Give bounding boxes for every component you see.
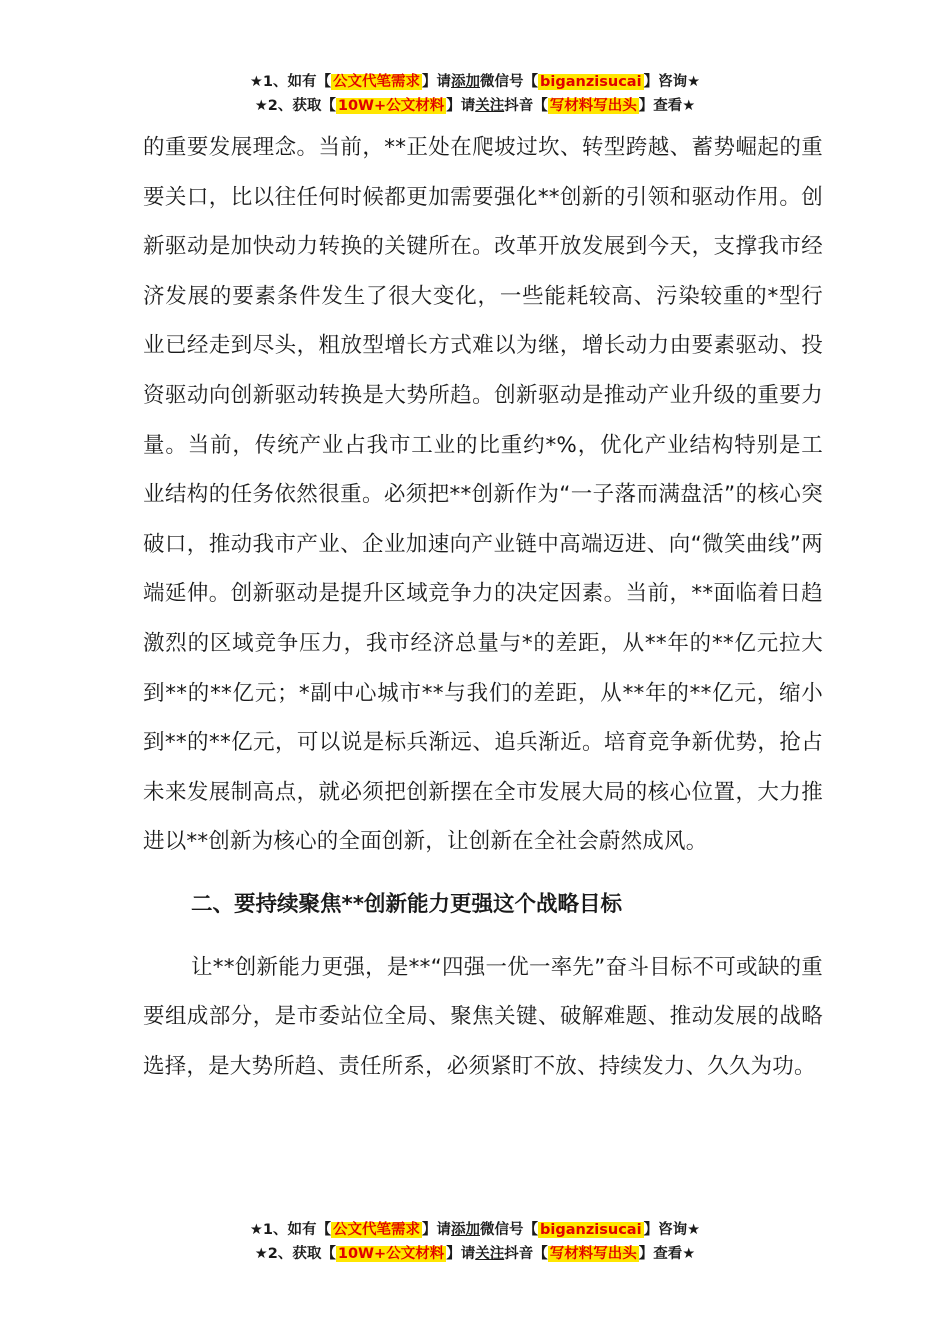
banner-line-2	[0, 1242, 950, 1266]
banner-line-1	[0, 70, 950, 94]
banner-highlight: 10W+公文材料	[337, 98, 445, 114]
banner-text: 】请	[422, 1222, 452, 1238]
bottom-banner	[0, 1218, 950, 1266]
banner-underline: 添加	[451, 1222, 481, 1238]
banner-text: 微信号【	[480, 1222, 539, 1238]
banner-text: ★1、如有【	[249, 74, 332, 90]
banner-text: 微信号【	[480, 74, 539, 90]
banner-line-1	[0, 1218, 950, 1242]
banner-text: 】咨询★	[643, 74, 701, 90]
banner-line-2	[0, 94, 950, 118]
banner-text: 】请	[446, 98, 476, 114]
banner-text: ★2、获取【	[254, 98, 336, 114]
section-heading: 二、要持续聚焦**创新能力更强这个战略目标	[191, 891, 622, 917]
banner-text: 抖音【	[504, 1246, 548, 1262]
banner-highlight-douyin: 写材料写出头	[549, 1246, 637, 1262]
banner-highlight: 10W+公文材料	[337, 1246, 445, 1262]
body-paragraph: 的重要发展理念。当前，**正处在爬坡过坎、转型跨越、蓄势崛起的重要关口，比以往任何时候都更加需要强化**创新的引领和驱动作用。创新驱动是加快动力转换的关键所在。改革开放发展到今天，支撑我市经济发展的要素条件发生了很大变化，一些能耗较高、污染较重的*型行业已经走到尽头，粗放型增长方式难以为继，增长动力由要素驱动、投资驱动向创新驱动转换是大势所趋。创新驱动是推动产业升级的重要力量。当前，传统产业占我市工业的比重约*%，优化产业结构特别是工业结构的任务依然很重。必须把**创新作为“一子落而满盘活”的核心突破口，推动我市产业、企业加速向产业链中高端迈进、向“微笑曲线”两端延伸。创新驱动是提升区域竞争力的决定因素。当前，**面临着日趋激烈的区域竞争压力，我市经济总量与*的差距，从**年的**亿元拉大到**的**亿元；*副中心城市**与我们的差距，从**年的**亿元，缩小到**的**亿元，可以说是标兵渐远、追兵渐近。培育竞争新优势，抢占未来发展制高点，就必须把创新摆在全市发展大局的核心位置，大力推进以**创新为核心的全面创新，让创新在全社会蔚然成风。	[143, 135, 823, 855]
banner-underline: 关注	[475, 1246, 505, 1262]
banner-text: ★2、获取【	[254, 1246, 336, 1262]
banner-text: 】请	[446, 1246, 476, 1262]
banner-underline: 添加	[451, 74, 481, 90]
banner-text: 】咨询★	[643, 1222, 701, 1238]
banner-text: 】查看★	[638, 1246, 696, 1262]
banner-text: ★1、如有【	[249, 1222, 332, 1238]
banner-text: 】查看★	[638, 98, 696, 114]
banner-highlight-douyin: 写材料写出头	[549, 98, 637, 114]
body-paragraph: 让**创新能力更强，是**“四强一优一率先”奋斗目标不可或缺的重要组成部分，是市委站位全局、聚焦关键、破解难题、推动发展的战略选择，是大势所趋、责任所系，必须紧盯不放、持续发力、久久为功。	[143, 954, 823, 1079]
banner-text: 抖音【	[504, 98, 548, 114]
banner-highlight-wechat: biganzisucai	[540, 74, 642, 90]
banner-highlight-wechat: biganzisucai	[540, 1222, 642, 1238]
banner-highlight: 公文代笔需求	[333, 1222, 421, 1238]
top-banner	[0, 70, 950, 118]
banner-underline: 关注	[475, 98, 505, 114]
document-body	[143, 123, 823, 1091]
banner-text: 】请	[422, 74, 452, 90]
banner-highlight: 公文代笔需求	[333, 74, 421, 90]
